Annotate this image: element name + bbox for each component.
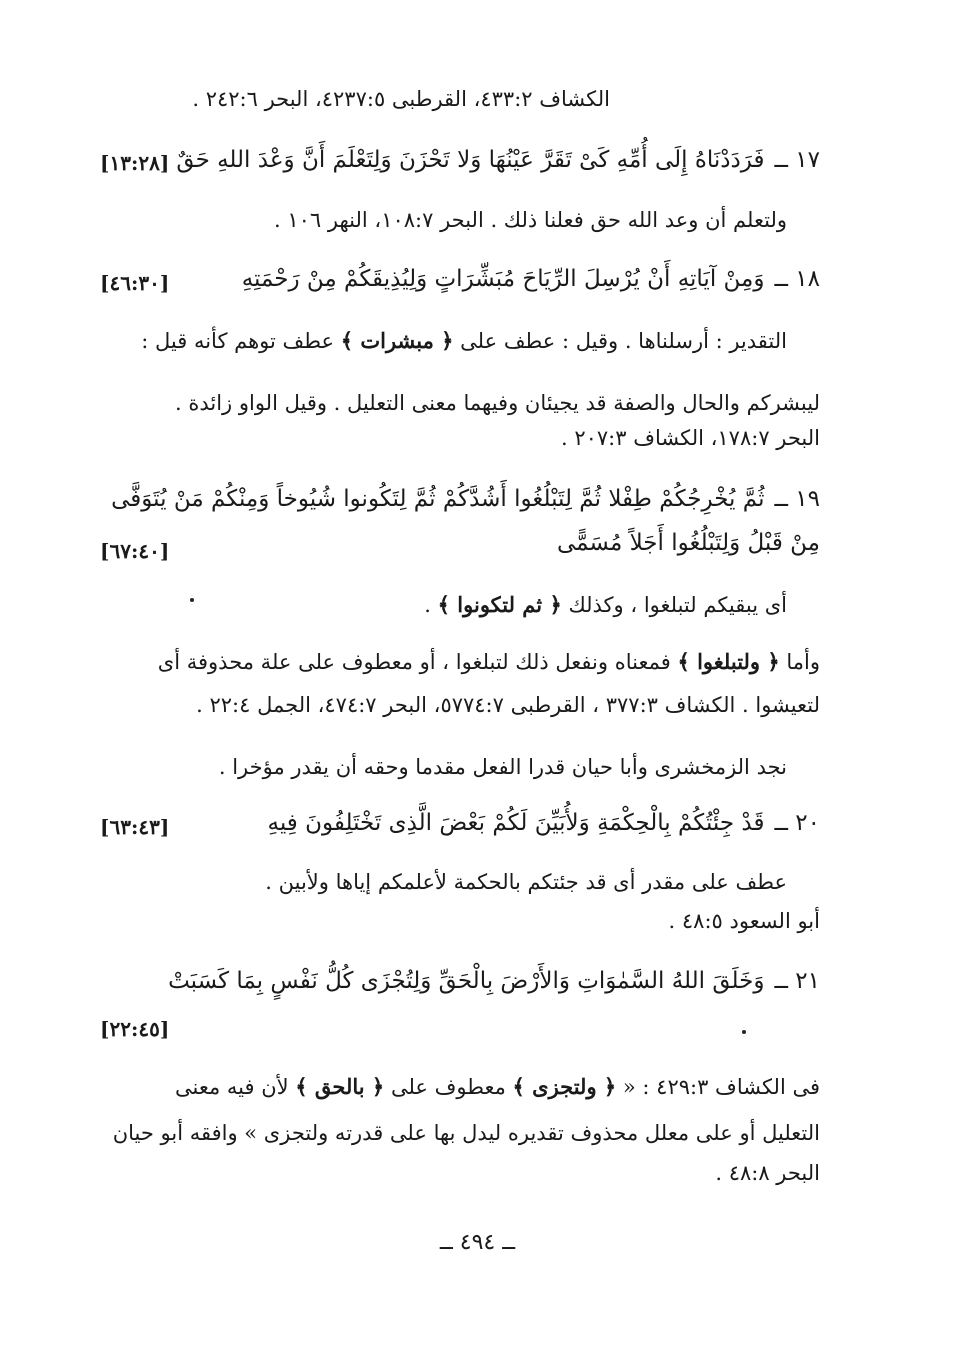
commentary-line (175, 388, 820, 418)
quoted-term: ﴿ ولتجزى ﴾ (512, 1074, 617, 1099)
reference-text: البحر ٤٨:٨ . (715, 1161, 820, 1185)
commentary-line (141, 326, 787, 356)
reference-text: أبو السعود ٤٨:٥ . (668, 909, 820, 933)
commentary-text: ولتعلم أن وعد الله حق فعلنا ذلك . البحر ١٠٨:٧، النهر ١٠٦ . (274, 208, 787, 232)
verse-18-ref: [٤٦:٣٠] (100, 271, 170, 295)
commentary-line (274, 205, 787, 235)
verse-number: ١٨ ــ (774, 266, 820, 292)
commentary-text: فمعناه ونفعل ذلك لتبلغوا ، أو معطوف على علة محذوفة أى (157, 650, 671, 674)
quoted-term: ﴿ ولتبلغوا ﴾ (677, 649, 780, 674)
commentary-text: ليبشركم والحال والصفة قد يجيئان وفيهما معنى التعليل . وقيل الواو زائدة . (174, 391, 820, 415)
commentary-text: لأن فيه معنى (175, 1075, 289, 1099)
commentary-text: . (424, 593, 431, 617)
ink-dot (742, 1030, 746, 1034)
verse-text: وَخَلَقَ اللهُ السَّمٰوَاتِ وَالأَرْضَ بِالْحَقِّ وَلِتُجْزَى كُلُّ نَفْسٍ بِمَا كَسَبَتْ (168, 968, 765, 994)
reference-text: البحر ١٧٨:٧، الكشاف ٢٠٧:٣ . (560, 426, 820, 450)
commentary-text: فى الكشاف ٤٢٩:٣ : « (622, 1075, 820, 1099)
verse-text: فَرَدَدْنَاهُ إِلَى أُمِّهِ كَىْ تَقَرَّ عَيْنُهَا وَلا تَحْزَنَ وَلِتَعْلَمَ أَنَّ وَعْدَ اللهِ حَقٌ (176, 147, 765, 173)
commentary-line (265, 867, 787, 897)
reference-text: الكشاف ٤٣٣:٢، القرطبى ٤٢٣٧:٥، البحر ٢٤٢:٦ . (192, 87, 610, 111)
reference-line (192, 84, 610, 114)
quoted-term: ﴿ بالحق ﴾ (295, 1074, 385, 1099)
verse-text: مِنْ قَبْلُ وَلِتَبْلُغُوا أَجَلاً مُسَمًّى (556, 530, 820, 556)
verse-19-line-1 (111, 484, 820, 514)
commentary-text: أى يبقيكم لتبلغوا ، وكذلك (568, 593, 787, 617)
verse-21 (168, 966, 820, 996)
commentary-text: معطوف على (390, 1075, 506, 1099)
verse-21-ref: [٢٢:٤٥] (100, 1017, 170, 1041)
verse-17 (176, 145, 820, 175)
verse-20-ref: [٦٣:٤٣] (100, 815, 170, 839)
verse-number: ٢١ ــ (774, 968, 820, 994)
verse-text: ثُمَّ يُخْرِجُكُمْ طِفْلا ثُمَّ لِتَبْلُغُوا أَشُدَّكُمْ ثُمَّ لِتَكُونوا شُيُوخاً وَمِنْكُمْ مَنْ يُتَوَفَّى (111, 486, 765, 512)
verse-18 (242, 264, 820, 294)
commentary-line (424, 590, 787, 620)
reference-line (715, 1158, 820, 1188)
commentary-line (113, 1118, 820, 1148)
commentary-text: نجد الزمخشرى وأبا حيان قدرا الفعل مقدما وحقه أن يقدر مؤخرا . (218, 755, 787, 779)
commentary-text: وأما (786, 650, 820, 674)
verse-text: قَدْ جِئْتُكُمْ بِالْحِكْمَةِ وَلأُبَيِّنَ لَكُمْ بَعْضَ الَّذِى تَخْتَلِفُونَ فِيهِ (267, 810, 765, 836)
verse-number: ١٩ ــ (774, 486, 820, 512)
reference-text: لتعيشوا . الكشاف ٣٧٧:٣ ، القرطبى ٥٧٧٤:٧، البحر ٤٧٤:٧، الجمل ٢٢:٤ . (196, 693, 820, 717)
ink-dot (190, 598, 194, 602)
verse-number: ١٧ ــ (774, 147, 820, 173)
commentary-line (175, 1072, 820, 1102)
verse-text: وَمِنْ آيَاتِهِ أَنْ يُرْسِلَ الرِّيَاحَ مُبَشِّرَاتٍ وَلِيُذِيقَكُمْ مِنْ رَحْمَتِهِ (241, 266, 765, 292)
reference-line (669, 906, 820, 936)
commentary-text: عطف على مقدر أى قد جئتكم بالحكمة لأعلمكم إياها ولأبين . (265, 870, 787, 894)
verse-20 (268, 808, 821, 838)
commentary-line (219, 752, 787, 782)
page-number: ــ ٤٩٤ ــ (439, 1230, 516, 1255)
quoted-term: ﴿ مبشرات ﴾ (340, 328, 454, 353)
commentary-text: التقدير : أرسلناها . وقيل : عطف على (460, 329, 787, 353)
reference-line (196, 690, 820, 720)
reference-line (561, 423, 820, 453)
verse-17-ref: [١٣:٢٨] (100, 151, 170, 175)
verse-number: ٢٠ ــ (774, 810, 820, 836)
verse-19-ref: [٦٧:٤٠] (100, 539, 170, 563)
quoted-term: ﴿ ثم لتكونوا ﴾ (437, 592, 562, 617)
commentary-line (158, 647, 820, 677)
verse-19-line-2 (557, 528, 820, 558)
commentary-text: عطف توهم كأنه قيل : (141, 329, 335, 353)
commentary-text: التعليل أو على معلل محذوف تقديره ليدل بها على قدرته ولتجزى » وافقه أبو حيان (112, 1121, 820, 1145)
